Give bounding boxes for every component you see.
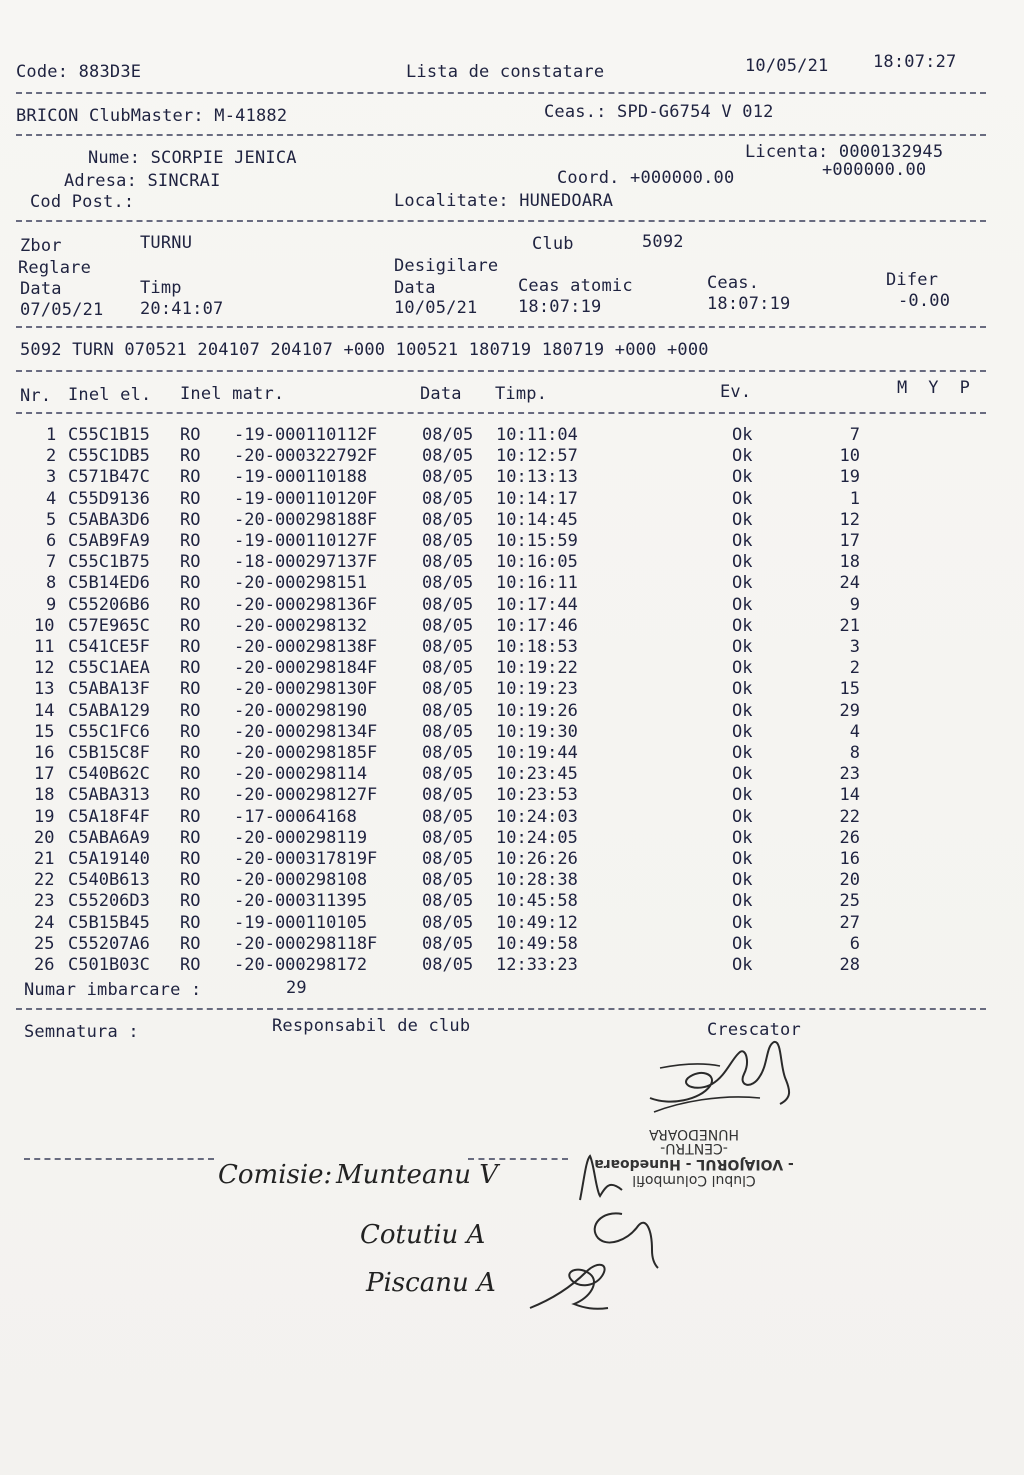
cell-ev: Ok	[732, 891, 753, 912]
locality: Localitate: HUNEDOARA	[394, 191, 614, 211]
cell-date: 08/05	[422, 870, 474, 891]
cell-p: 9	[849, 594, 860, 615]
stamp-line: Clubul Columbofil	[632, 1172, 756, 1188]
cell-date: 08/05	[422, 743, 474, 763]
unsealing-date-label: Data	[394, 278, 436, 298]
cell-matr: -19-000110105	[234, 912, 368, 933]
cell-p: 14	[839, 785, 860, 806]
separator	[16, 134, 986, 136]
cell-time: 10:12:57	[496, 446, 578, 467]
cell-el: C5A19140	[68, 849, 150, 869]
cell-matr: -20-000298132	[234, 615, 368, 636]
cell-c: RO	[180, 827, 201, 848]
cell-el: C5ABA3D6	[68, 509, 150, 530]
cell-nr: 21	[34, 849, 55, 869]
cell-el: C55D9136	[68, 488, 150, 509]
cell-time: 10:19:30	[496, 721, 578, 742]
cell-time: 10:18:53	[496, 637, 578, 657]
cell-el: C541CE5F	[68, 637, 150, 657]
cell-date: 08/05	[422, 764, 474, 785]
difference-label: Difer	[886, 270, 939, 290]
cell-nr: 16	[34, 743, 55, 763]
table-row	[0, 637, 1024, 658]
cell-nr: 2	[46, 446, 57, 467]
column-date: Data	[420, 384, 462, 404]
cell-el: C540B613	[68, 870, 150, 891]
separator	[16, 326, 986, 328]
cell-c: RO	[180, 467, 201, 488]
separator	[24, 1158, 214, 1160]
cell-time: 10:28:38	[496, 870, 578, 891]
cell-c: RO	[180, 955, 201, 975]
cell-time: 10:16:11	[496, 573, 578, 594]
breeder-signature	[640, 1028, 800, 1113]
cell-el: C5ABA13F	[68, 679, 150, 700]
cell-el: C55C1DB5	[68, 446, 150, 467]
table-row	[0, 658, 1024, 679]
cell-p: 20	[839, 870, 860, 891]
setting-time: 20:41:07	[140, 299, 224, 319]
cell-p: 18	[839, 552, 860, 573]
cell-matr: -20-000298134F	[234, 721, 378, 742]
cell-c: RO	[180, 785, 201, 806]
cell-el: C5B15B45	[68, 912, 150, 933]
table-row	[0, 489, 1024, 510]
cell-c: RO	[180, 891, 201, 912]
cell-c: RO	[180, 594, 201, 615]
cell-date: 08/05	[422, 849, 474, 869]
cell-p: 15	[839, 679, 860, 700]
cell-ev: Ok	[732, 509, 753, 530]
cell-nr: 8	[46, 573, 57, 594]
code-label: Code: 883D3E	[16, 62, 142, 82]
member-3-signature	[520, 1248, 620, 1318]
cell-ev: Ok	[732, 933, 753, 954]
cell-p: 22	[839, 806, 860, 827]
cell-matr: -20-000298118F	[234, 933, 378, 954]
commission-member-1: Munteanu V	[336, 1160, 498, 1190]
cell-el: C5ABA6A9	[68, 827, 150, 848]
cell-c: RO	[180, 679, 201, 700]
table-row	[0, 552, 1024, 573]
cell-c: RO	[180, 721, 201, 742]
column-electronic-ring: Inel el.	[68, 385, 152, 405]
cell-el: C57E965C	[68, 615, 150, 636]
difference-value: -0.00	[898, 291, 951, 311]
cell-date: 08/05	[422, 806, 474, 827]
cell-time: 10:24:05	[496, 827, 578, 848]
cell-el: C5ABA313	[68, 785, 150, 806]
cell-date: 08/05	[422, 785, 474, 806]
cell-nr: 7	[46, 552, 57, 573]
separator	[16, 1008, 986, 1010]
separator	[16, 370, 986, 372]
cell-time: 10:24:03	[496, 806, 578, 827]
table-row	[0, 425, 1024, 446]
cell-matr: -20-000298108	[234, 870, 368, 891]
cell-matr: -20-000298119	[234, 827, 368, 848]
cell-matr: -18-000297137F	[234, 552, 378, 573]
cell-p: 8	[849, 743, 860, 763]
separator	[16, 220, 986, 222]
cell-p: 19	[839, 467, 860, 488]
cell-el: C55C1B75	[68, 552, 150, 573]
cell-nr: 15	[34, 721, 55, 742]
cell-c: RO	[180, 531, 201, 551]
cell-el: C5B14ED6	[68, 573, 150, 594]
cell-c: RO	[180, 425, 201, 445]
cell-el: C55207A6	[68, 933, 150, 954]
cell-date: 08/05	[422, 531, 474, 551]
cell-p: 28	[839, 955, 860, 975]
cell-time: 10:11:04	[496, 425, 578, 445]
cell-p: 10	[839, 446, 860, 467]
cell-ev: Ok	[732, 425, 753, 445]
cell-el: C55C1FC6	[68, 721, 150, 742]
cell-el: C55206D3	[68, 891, 150, 912]
club-label: Club	[532, 234, 574, 254]
cell-ev: Ok	[732, 785, 753, 806]
cell-el: C55C1AEA	[68, 658, 150, 679]
table-row	[0, 616, 1024, 637]
cell-p: 23	[839, 764, 860, 785]
cell-c: RO	[180, 446, 201, 467]
cell-ev: Ok	[732, 467, 753, 488]
cell-nr: 9	[46, 594, 57, 615]
cell-date: 08/05	[422, 488, 474, 509]
boarding-count-label: Numar imbarcare :	[24, 980, 202, 1000]
cell-ev: Ok	[732, 743, 753, 763]
cell-time: 10:49:12	[496, 912, 578, 933]
table-row	[0, 828, 1024, 849]
cell-matr: -20-000298188F	[234, 509, 378, 530]
cell-p: 3	[849, 637, 860, 657]
cell-nr: 25	[34, 933, 55, 954]
table-row	[0, 743, 1024, 764]
cell-time: 10:14:45	[496, 509, 578, 530]
cell-date: 08/05	[422, 446, 474, 467]
table-row	[0, 722, 1024, 743]
club-responsible-label: Responsabil de club	[272, 1016, 471, 1036]
separator	[16, 92, 986, 94]
cell-ev: Ok	[732, 573, 753, 594]
cell-matr: -20-000298151	[234, 573, 368, 594]
cell-c: RO	[180, 615, 201, 636]
coordinates-secondary: +000000.00	[822, 160, 927, 180]
cell-c: RO	[180, 912, 201, 933]
cell-time: 10:16:05	[496, 552, 578, 573]
cell-matr: -20-000298184F	[234, 658, 378, 679]
cell-date: 08/05	[422, 955, 474, 975]
cell-matr: -17-00064168	[234, 806, 357, 827]
table-row	[0, 446, 1024, 467]
cell-nr: 19	[34, 806, 55, 827]
cell-c: RO	[180, 764, 201, 785]
commission-member-3: Piscanu A	[366, 1268, 496, 1298]
cell-nr: 23	[34, 891, 55, 912]
cell-date: 08/05	[422, 700, 474, 721]
column-time: Timp.	[495, 384, 548, 404]
clock-label-short: Ceas.	[707, 273, 760, 293]
column-nr: Nr.	[20, 386, 52, 406]
cell-nr: 24	[34, 912, 55, 933]
cell-el: C55206B6	[68, 594, 150, 615]
cell-c: RO	[180, 637, 201, 657]
print-date: 10/05/21	[745, 56, 829, 76]
license-number: Licenta: 0000132945	[745, 142, 944, 162]
table-row	[0, 934, 1024, 955]
cell-time: 10:26:26	[496, 849, 578, 869]
cell-ev: Ok	[732, 594, 753, 615]
cell-matr: -19-000110112F	[234, 425, 378, 445]
cell-time: 12:33:23	[496, 955, 578, 975]
cell-c: RO	[180, 509, 201, 530]
separator	[16, 412, 986, 414]
cell-ev: Ok	[732, 700, 753, 721]
cell-c: RO	[180, 806, 201, 827]
cell-matr: -19-000110188	[234, 467, 368, 488]
flight-label: Zbor	[20, 236, 62, 256]
cell-el: C5ABA129	[68, 700, 150, 721]
cell-p: 26	[839, 827, 860, 848]
breeder-label: Crescator	[707, 1020, 801, 1040]
cell-c: RO	[180, 488, 201, 509]
table-row	[0, 573, 1024, 594]
cell-matr: -20-000311395	[234, 891, 368, 912]
table-row	[0, 510, 1024, 531]
cell-ev: Ok	[732, 849, 753, 869]
cell-nr: 18	[34, 785, 55, 806]
cell-p: 4	[849, 721, 860, 742]
postal-code: Cod Post.:	[30, 192, 135, 212]
cell-time: 10:23:53	[496, 785, 578, 806]
table-row	[0, 531, 1024, 552]
flight-name: TURNU	[140, 233, 193, 253]
cell-matr: -20-000317819F	[234, 849, 378, 869]
cell-p: 12	[839, 509, 860, 530]
cell-nr: 26	[34, 955, 55, 975]
table-row	[0, 764, 1024, 785]
cell-time: 10:13:13	[496, 467, 578, 488]
cell-p: 7	[849, 425, 860, 445]
cell-nr: 4	[46, 488, 57, 509]
column-myp: M Y P	[897, 378, 971, 398]
cell-nr: 6	[46, 531, 57, 551]
boarding-count: 29	[286, 978, 307, 998]
table-row	[0, 467, 1024, 488]
clock-label: Ceas.: SPD-G6754 V 012	[544, 102, 774, 122]
cell-c: RO	[180, 743, 201, 763]
table-row	[0, 807, 1024, 828]
cell-nr: 1	[46, 425, 57, 445]
cell-matr: -20-000298138F	[234, 637, 378, 657]
setting-time-label: Timp	[140, 278, 182, 298]
cell-el: C571B47C	[68, 467, 150, 488]
cell-el: C540B62C	[68, 764, 150, 785]
cell-time: 10:19:26	[496, 700, 578, 721]
cell-date: 08/05	[422, 509, 474, 530]
cell-date: 08/05	[422, 891, 474, 912]
cell-ev: Ok	[732, 806, 753, 827]
cell-ev: Ok	[732, 955, 753, 975]
document-title: Lista de constatare	[406, 62, 605, 82]
cell-time: 10:14:17	[496, 488, 578, 509]
cell-el: C55C1B15	[68, 425, 150, 445]
cell-matr: -20-000298127F	[234, 785, 378, 806]
cell-matr: -20-000298136F	[234, 594, 378, 615]
cell-p: 6	[849, 933, 860, 954]
summary-line: 5092 TURN 070521 204107 204107 +000 100521 180719 180719 +000 +000	[20, 340, 709, 360]
cell-time: 10:45:58	[496, 891, 578, 912]
cell-date: 08/05	[422, 827, 474, 848]
cell-nr: 20	[34, 827, 55, 848]
cell-date: 08/05	[422, 721, 474, 742]
cell-time: 10:49:58	[496, 933, 578, 954]
cell-p: 25	[839, 891, 860, 912]
cell-el: C5B15C8F	[68, 743, 150, 763]
cell-c: RO	[180, 573, 201, 594]
cell-ev: Ok	[732, 615, 753, 636]
owner-name: Nume: SCORPIE JENICA	[88, 148, 297, 168]
stamp-line: - VOIAJORUL - Hunedoara	[594, 1156, 794, 1172]
cell-time: 10:19:44	[496, 743, 578, 763]
cell-c: RO	[180, 870, 201, 891]
stamp-line: HUNEDOARA	[649, 1126, 739, 1142]
coordinates: Coord. +000000.00	[557, 168, 735, 188]
cell-nr: 14	[34, 700, 55, 721]
cell-nr: 12	[34, 658, 55, 679]
cell-ev: Ok	[732, 679, 753, 700]
table-row	[0, 891, 1024, 912]
cell-time: 10:17:46	[496, 615, 578, 636]
unsealing-clock-time: 18:07:19	[707, 294, 791, 314]
setting-date: 07/05/21	[20, 300, 104, 320]
cell-date: 08/05	[422, 933, 474, 954]
cell-p: 17	[839, 531, 860, 551]
unsealing-label: Desigilare	[394, 256, 499, 276]
print-time: 18:07:27	[873, 52, 957, 72]
table-row	[0, 955, 1024, 976]
cell-matr: -20-000298114	[234, 764, 368, 785]
cell-p: 1	[849, 488, 860, 509]
cell-date: 08/05	[422, 594, 474, 615]
cell-date: 08/05	[422, 912, 474, 933]
cell-ev: Ok	[732, 827, 753, 848]
cell-c: RO	[180, 933, 201, 954]
cell-c: RO	[180, 658, 201, 679]
cell-matr: -19-000110127F	[234, 531, 378, 551]
cell-el: C5AB9FA9	[68, 531, 150, 551]
table-row	[0, 679, 1024, 700]
signature-label: Semnatura :	[24, 1022, 139, 1042]
club-number: 5092	[642, 232, 684, 252]
cell-time: 10:17:44	[496, 594, 578, 615]
cell-ev: Ok	[732, 446, 753, 467]
cell-ev: Ok	[732, 637, 753, 657]
setting-date-label: Data	[20, 279, 62, 299]
cell-time: 10:19:22	[496, 658, 578, 679]
cell-date: 08/05	[422, 658, 474, 679]
cell-p: 16	[839, 849, 860, 869]
cell-nr: 3	[46, 467, 57, 488]
table-row	[0, 870, 1024, 891]
stamp-line: -CENTRU-	[660, 1140, 728, 1156]
cell-matr: -20-000298172	[234, 955, 368, 975]
cell-c: RO	[180, 552, 201, 573]
cell-ev: Ok	[732, 912, 753, 933]
cell-p: 2	[849, 658, 860, 679]
cell-date: 08/05	[422, 679, 474, 700]
cell-p: 29	[839, 700, 860, 721]
cell-nr: 11	[34, 637, 55, 657]
cell-ev: Ok	[732, 870, 753, 891]
cell-time: 10:23:45	[496, 764, 578, 785]
table-row	[0, 595, 1024, 616]
cell-ev: Ok	[732, 764, 753, 785]
commission-member-2: Cotutiu A	[360, 1220, 486, 1250]
cell-date: 08/05	[422, 467, 474, 488]
table-row	[0, 849, 1024, 870]
cell-nr: 13	[34, 679, 55, 700]
cell-date: 08/05	[422, 637, 474, 657]
cell-matr: -19-000110120F	[234, 488, 378, 509]
cell-ev: Ok	[732, 488, 753, 509]
table-row	[0, 785, 1024, 806]
device-label: BRICON ClubMaster: M-41882	[16, 106, 288, 126]
cell-el: C501B03C	[68, 955, 150, 975]
setting-label: Reglare	[18, 258, 92, 278]
cell-matr: -20-000298185F	[234, 743, 378, 763]
cell-el: C5A18F4F	[68, 806, 150, 827]
column-ring-number: Inel matr.	[180, 384, 285, 404]
cell-ev: Ok	[732, 552, 753, 573]
commission-label: Comisie:	[218, 1160, 333, 1190]
cell-date: 08/05	[422, 573, 474, 594]
cell-ev: Ok	[732, 531, 753, 551]
cell-nr: 22	[34, 870, 55, 891]
column-event: Ev.	[720, 382, 752, 402]
cell-c: RO	[180, 849, 201, 869]
cell-time: 10:15:59	[496, 531, 578, 551]
cell-date: 08/05	[422, 425, 474, 445]
cell-matr: -20-000298190	[234, 700, 368, 721]
cell-date: 08/05	[422, 552, 474, 573]
cell-matr: -20-000322792F	[234, 446, 378, 467]
cell-c: RO	[180, 700, 201, 721]
cell-time: 10:19:23	[496, 679, 578, 700]
unsealing-atomic-time: 18:07:19	[518, 297, 602, 317]
table-row	[0, 913, 1024, 934]
cell-p: 21	[839, 615, 860, 636]
unsealing-date: 10/05/21	[394, 298, 478, 318]
cell-ev: Ok	[732, 721, 753, 742]
cell-nr: 17	[34, 764, 55, 785]
cell-p: 27	[839, 912, 860, 933]
cell-ev: Ok	[732, 658, 753, 679]
cell-date: 08/05	[422, 615, 474, 636]
cell-nr: 10	[34, 615, 55, 636]
cell-p: 24	[839, 573, 860, 594]
table-row	[0, 701, 1024, 722]
cell-matr: -20-000298130F	[234, 679, 378, 700]
atomic-clock-label: Ceas atomic	[518, 276, 633, 296]
cell-nr: 5	[46, 509, 57, 530]
owner-address: Adresa: SINCRAI	[64, 171, 221, 191]
